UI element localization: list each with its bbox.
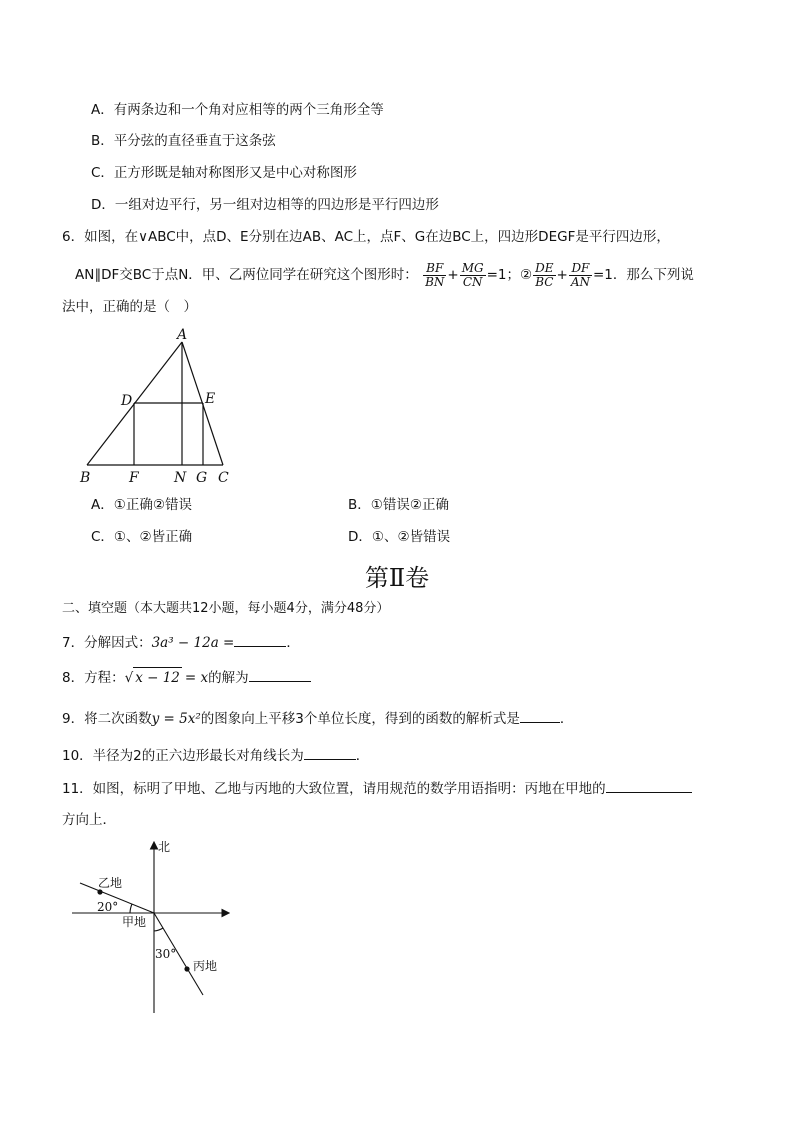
q10-line	[62, 745, 369, 766]
q10-end: ．	[355, 748, 370, 764]
label-d: D	[121, 393, 133, 409]
q8-suffix: 的解为	[208, 670, 249, 686]
q5-option-a: A．有两条边和一个角对应相等的两个三角形全等	[91, 102, 384, 118]
q6-option-b: B．①错误②正确	[348, 497, 449, 513]
point-bing	[184, 966, 189, 971]
label-e: E	[205, 391, 216, 407]
q11-answer-blank[interactable]	[606, 778, 692, 793]
q9-line	[62, 708, 573, 729]
q6-line1: 6．如图，在∨ABC中，点D、E分别在边AB、AC上，点F、G在边BC上，四边形DEGF是平行四边形，	[62, 229, 670, 245]
q6-frac-de-bc: $\frac{DE}{BC}$	[535, 260, 554, 289]
q8-prefix: 8．方程：	[62, 670, 125, 686]
q11-line1	[62, 778, 692, 799]
q6-line2-c: =1．那么下列说	[593, 267, 694, 283]
angle-20-arc	[130, 904, 132, 913]
label-jia: 甲地	[122, 915, 147, 929]
q6-line2-b: =1；②	[486, 267, 533, 283]
q6-triangle-figure	[75, 325, 245, 490]
point-yi	[97, 889, 102, 894]
angle-30-arc	[154, 928, 163, 931]
q6-plus-2: +	[556, 267, 568, 283]
label-a: A	[177, 327, 188, 343]
q5-option-b: B．平分弦的直径垂直于这条弦	[91, 133, 276, 149]
q7-suffix: ．	[286, 635, 300, 651]
q6-option-a: A．①正确②错误	[91, 497, 192, 513]
q8-rhs: = x	[184, 670, 209, 686]
q6-line3: 法中，正确的是（ ）	[62, 299, 197, 315]
label-b: B	[80, 470, 91, 486]
q6-frac-mg-cn: $\frac{MG}{CN}$	[461, 260, 484, 289]
q6-line2	[75, 260, 694, 290]
q8-answer-blank[interactable]	[249, 667, 311, 682]
q8-radicand: x − 12	[133, 667, 182, 688]
label-bing: 丙地	[193, 959, 218, 973]
q6-option-c: C．①、②皆正确	[91, 529, 193, 545]
sqrt-icon: √	[124, 670, 134, 686]
label-c: C	[218, 470, 229, 486]
q10-text: 10．半径为2的正六边形最长对角线长为	[62, 748, 304, 764]
q6-plus-1: +	[447, 267, 459, 283]
q6-frac-df-an: $\frac{DF}{AN}$	[570, 260, 590, 289]
q5-option-c: C．正方形既是轴对称图形又是中心对称图形	[91, 165, 357, 181]
q8-line	[62, 667, 311, 688]
q7-prefix: 7．分解因式：	[62, 635, 152, 651]
q6-line2-a: AN∥DF交BC于点N．甲、乙两位同学在研究这个图形时：	[75, 267, 418, 283]
q9-suffix: 的图象向上平移3个单位长度，得到的函数的解析式是	[200, 711, 520, 727]
q6-option-d: D．①、②皆错误	[348, 529, 451, 545]
q9-expr: y = 5x²	[151, 711, 201, 727]
label-f: F	[129, 470, 139, 486]
q9-prefix: 9．将二次函数	[62, 711, 152, 727]
q9-answer-blank[interactable]	[520, 708, 560, 723]
q5-option-d: D．一组对边平行，另一组对边相等的四边形是平行四边形	[91, 197, 439, 213]
label-angle-20: 20°	[97, 900, 119, 914]
q11-line2: 方向上．	[62, 812, 116, 828]
label-g: G	[196, 470, 208, 486]
q7-line	[62, 632, 300, 653]
section-heading: 二、填空题（本大题共12小题，每小题4分，满分48分）	[62, 601, 390, 616]
q11-line1-text: 11．如图，标明了甲地、乙地与丙地的大致位置，请用规范的数学用语指明：丙地在甲地的	[62, 781, 606, 797]
label-angle-30: 30°	[155, 947, 177, 961]
label-north: 北	[158, 840, 171, 854]
label-yi: 乙地	[98, 876, 123, 890]
q10-answer-blank[interactable]	[304, 745, 356, 760]
label-n: N	[174, 470, 187, 486]
q7-expr: 3a³ − 12a =	[151, 635, 235, 651]
q11-direction-figure	[62, 835, 252, 1020]
q6-frac-bf-bn: $\frac{BF}{BN}$	[425, 260, 445, 289]
q7-answer-blank[interactable]	[234, 632, 286, 647]
q9-end: ．	[559, 711, 574, 727]
section-title: 第Ⅱ卷	[364, 564, 430, 592]
